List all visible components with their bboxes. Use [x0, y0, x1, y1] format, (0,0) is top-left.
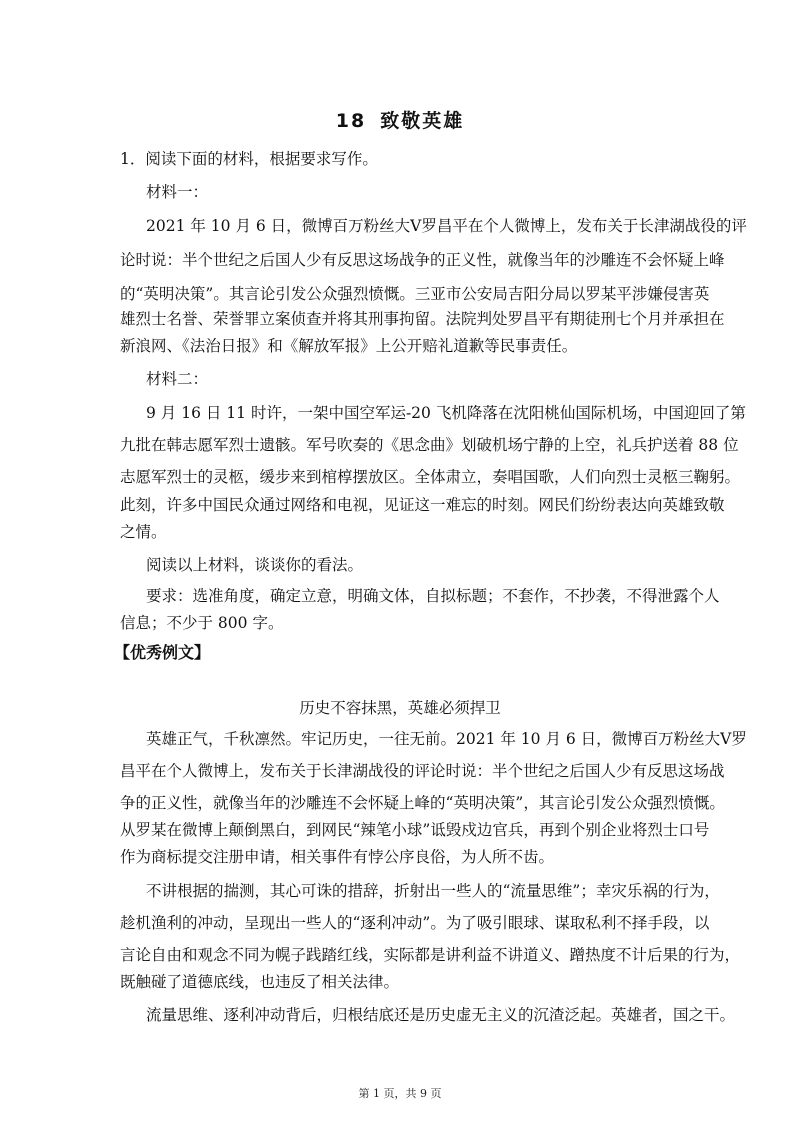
- material-2-line: 之情。: [120, 523, 167, 541]
- material-1-line: 新浪网、《法治日报》和《解放军报》上公开赔礼道歉等民事责任。: [120, 337, 578, 355]
- material-2-line: 9 月 16 日 11 时许，一架中国空军运-20 飞机降落在沈阳桃仙国际机场，中国迎回了第: [146, 404, 746, 422]
- requirements-line: 要求：选准角度，确定立意，明确文体，自拟标题；不套作，不抄袭，不得泄露个人: [146, 587, 720, 605]
- title-text: 致敬英雄: [380, 110, 465, 132]
- essay-paragraph-line: 流量思维、逐利冲动背后，归根结底还是历史虚无主义的沉渣泛起。英雄者，国之干。: [146, 1006, 736, 1024]
- essay-paragraph-line: 言论自由和观念不同为幌子践踏红线，实际都是讲利益不讲道义、蹭热度不计后果的行为，: [120, 946, 741, 964]
- essay-title: 历史不容抹黑，英雄必须捍卫: [299, 699, 501, 717]
- essay-paragraph-line: 争的正义性，就像当年的沙雕连不会怀疑上峰的“英明决策”，其言论引发公众强烈愤慨。: [120, 794, 725, 812]
- material-2-label: 材料二：: [146, 370, 209, 388]
- essay-paragraph-line: 作为商标提交注册申请，相关事件有悖公序良俗，为人所不齿。: [120, 848, 555, 866]
- essay-paragraph-line: 英雄正气，千秋凛然。牢记历史，一往无前。2021 年 10 月 6 日，微博百万粉丝大Ⅴ罗: [146, 730, 747, 748]
- writing-prompt: 阅读以上材料，谈谈你的看法。: [146, 556, 364, 574]
- material-2-line: 此刻，许多中国民众通过网络和电视，见证这一难忘的时刻。网民们纷纷表达向英雄致敬: [120, 496, 725, 514]
- material-1-line: 雄烈士名誉、荣誉罪立案侦查并将其刑事拘留。法院判处罗昌平有期徒刑七个月并承担在: [120, 310, 725, 328]
- material-1-line: 的“英明决策”。其言论引发公众强烈愤慨。三亚市公安局吉阳分局以罗某平涉嫌侵害英: [120, 285, 710, 303]
- essay-paragraph-line: 趁机渔利的冲动，呈现出一些人的“逐利冲动”。为了吸引眼球、谋取私利不择手段，以: [120, 914, 710, 932]
- page-footer: 第 1 页，共 9 页: [358, 1087, 442, 1100]
- material-2-line: 九批在韩志愿军烈士遗骸。军号吹奏的《思念曲》划破机场宁静的上空，礼兵护送着 88 位: [120, 436, 739, 454]
- question-1: 1．阅读下面的材料，根据要求写作。: [120, 150, 378, 168]
- section-heading: 【优秀例文】: [114, 643, 211, 662]
- material-2-line: 志愿军烈士的灵柩，缓步来到棺椁摆放区。全体肃立，奏唱国歌，人们向烈士灵柩三鞠躬。: [120, 468, 741, 486]
- page-title: [0, 106, 800, 133]
- material-1-line: 2021 年 10 月 6 日，微博百万粉丝大Ⅴ罗昌平在个人微博上，发布关于长津湖战役的评: [146, 217, 747, 235]
- essay-paragraph-line: 既触碰了道德底线，也违反了相关法律。: [120, 973, 400, 991]
- material-1-line: 论时说：半个世纪之后国人少有反思这场战争的正义性，就像当年的沙雕连不会怀疑上峰: [120, 251, 725, 269]
- requirements-line: 信息；不少于 800 字。: [120, 614, 284, 632]
- material-1-label: 材料一：: [146, 183, 209, 201]
- essay-paragraph-line: 昌平在个人微博上，发布关于长津湖战役的评论时说：半个世纪之后国人少有反思这场战: [120, 762, 725, 780]
- essay-paragraph-line: 从罗某在微博上颠倒黑白，到网民“辣笔小球”诋毁戍边官兵，再到个别企业将烈士口号: [120, 821, 710, 839]
- title-number: 18: [335, 110, 367, 132]
- essay-paragraph-line: 不讲根据的揣测，其心可诛的措辞，折射出一些人的“流量思维”；幸灾乐祸的行为，: [146, 882, 720, 900]
